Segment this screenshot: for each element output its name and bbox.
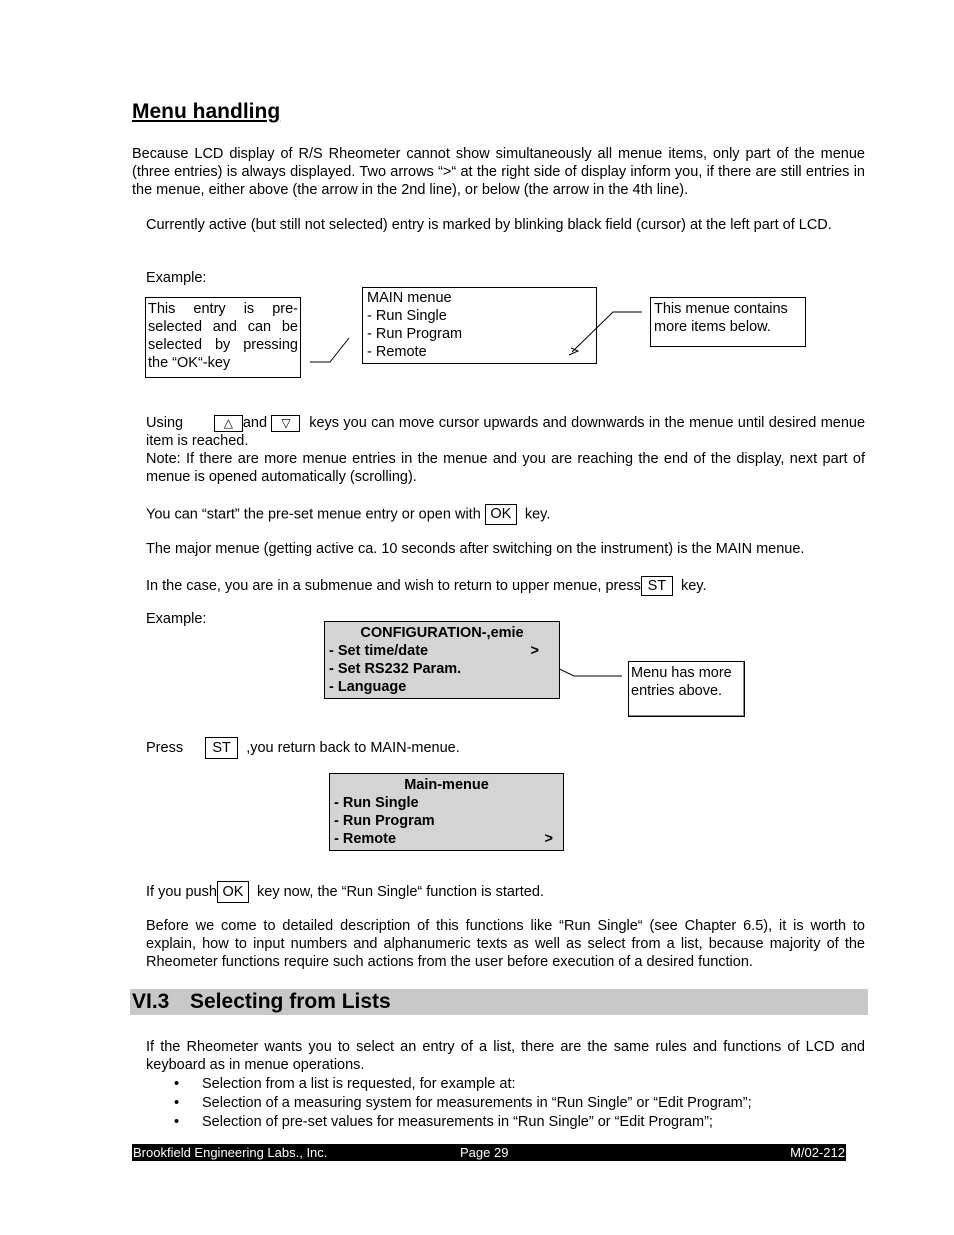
preselected-note-text: This entry is pre-selected and can be selected by pressing the “OK“-key [148,301,298,371]
lcd-line-2: - Run Single [367,308,447,324]
start-paragraph [146,504,550,525]
section-heading [130,989,868,1015]
return-paragraph [146,576,707,596]
cursor-paragraph: Currently active (but still not selected) entry is marked by blinking black field (cursor) at the left part of LCD. [146,217,832,233]
main-menue-lcd-2 [329,773,564,851]
return-before: In the case, you are in a submenue and wish to return to upper menue, press [146,577,641,594]
press-before: Press [146,739,184,756]
example-label-2: Example: [146,611,207,627]
list-intro-paragraph: If the Rheometer wants you to select an entry of a list, there are the same rules and functions of LCD and keyboard as in menue operations. [146,1039,865,1073]
st-key-icon-2: ST [205,737,238,759]
press-paragraph [146,737,460,759]
section-number: VI.3 [132,990,170,1013]
entries-above-note-box [628,661,745,717]
st-key-icon: ST [641,576,673,596]
section-title: Selecting from Lists [190,990,391,1013]
start-after: key. [524,506,551,523]
lcd-line-4: - Remote [367,344,427,360]
config-lcd-line-1 [329,642,555,660]
start-before: You can “start” the pre-set menue entry or open with [146,506,481,523]
lcd-line-3: - Run Program [367,326,463,342]
using-rest: keys you can move cursor upwards and downwards in the menue until desired menue item is reached. [146,415,866,449]
footer-doc-id: M/02-212 [790,1145,845,1160]
ok-key-icon-2: OK [217,881,249,903]
example-label-1: Example: [146,270,207,286]
main-lcd-line-2: - Run Program [334,813,435,829]
push-before: If you push [146,883,217,900]
main-lcd-line-1: - Run Single [334,795,419,811]
config-lcd-title: CONFIGURATION-,emie [360,625,524,641]
bullet-text-1: Selection from a list is requested, for example at: [202,1076,516,1092]
bullet-list [174,1075,752,1132]
up-arrow-key-icon: △ [214,415,243,432]
callout-arrow-right [569,348,578,355]
page-footer [132,1144,846,1161]
note-paragraph: Note: If there are more menue entries in the menue and you are reaching the end of the display, next part of menue is opened automatically (scrolling). [146,451,865,485]
press-after: ,you return back to MAIN-menue. [246,739,460,756]
bullet-text-2: Selection of a measuring system for measurements in “Run Single” or “Edit Program”; [202,1095,752,1111]
config-lcd-line-3: - Language [329,679,407,695]
footer-company: Brookfield Engineering Labs., Inc. [133,1145,328,1160]
major-menue-paragraph: The major menue (getting active ca. 10 seconds after switching on the instrument) is the MAIN menue. [146,541,805,557]
return-after: key. [680,577,707,594]
lcd-line-1: MAIN menue [367,290,452,306]
config-lcd-line-2: - Set RS232 Param. [329,661,462,677]
using-prefix: Using [146,415,184,431]
config-lcd-line-1-text: - Set time/date [329,643,429,659]
callout-line-right [572,312,642,352]
callout-line-left [310,338,349,362]
list-item: • Selection from a list is requested, for example at: [174,1076,516,1092]
entries-above-note-text: Menu has more entries above. [631,665,732,699]
using-and: and [242,415,268,431]
more-items-note-text: This menue contains more items below. [654,301,788,335]
using-keys-paragraph [146,414,865,450]
ok-key-icon: OK [485,504,517,525]
list-item: • Selection of pre-set values for measurements in “Run Single” or “Edit Program”; [174,1114,713,1130]
before-paragraph: Before we come to detailed description of this functions like “Run Single“ (see Chapter 6.5), it is worth to explain, how to input numbers and alphanumeric texts as well as select from a list, because majority of the Rheometer functions require such actions from the user before execution of a desired function. [146,918,865,970]
config-lcd-arrow: > [530,643,539,659]
main-lcd-line-3-text: - Remote [334,831,397,847]
bullet-text-3: Selection of pre-set values for measurements in “Run Single” or “Edit Program”; [202,1114,713,1130]
push-after: key now, the “Run Single“ function is started. [257,883,544,900]
main-lcd-arrow: > [544,831,553,847]
main-lcd-title: Main-menue [404,777,489,793]
down-arrow-key-icon: ▽ [271,415,300,432]
intro-paragraph: Because LCD display of R/S Rheometer cannot show simultaneously all menue items, only part of the menue (three entries) is always displayed. Two arrows “>“ at the right side of display inform you, if there are still entries in the menue, either above (the arrow in the 2nd line), or below (the arrow in the 4th line). [132,146,865,198]
configuration-lcd [324,621,560,699]
main-lcd-line-3 [334,830,559,848]
push-paragraph [146,881,544,903]
list-item: • Selection of a measuring system for measurements in “Run Single” or “Edit Program”; [174,1095,752,1111]
footer-page-number: Page 29 [460,1145,509,1160]
page-heading: Menu handling [132,100,281,123]
